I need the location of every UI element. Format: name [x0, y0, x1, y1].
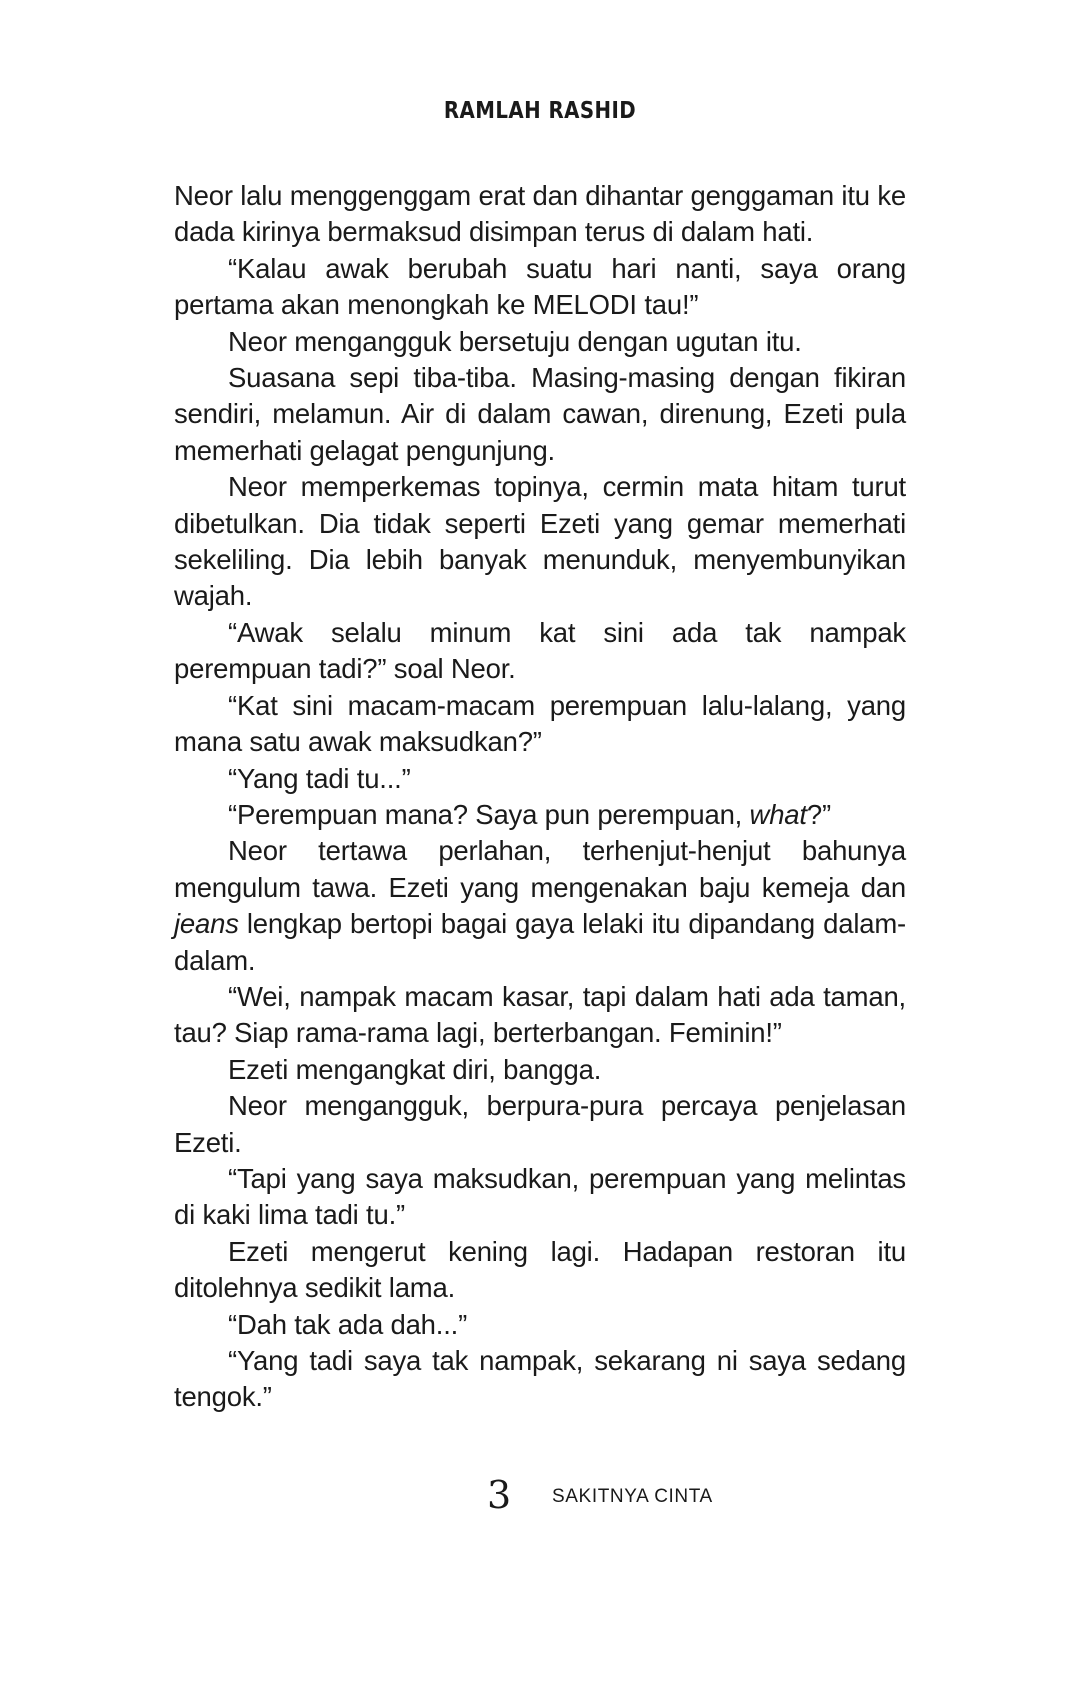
paragraph: “Dah tak ada dah...” — [228, 1308, 468, 1340]
page-footer — [0, 1470, 1080, 1520]
running-head-author: RAMLAH RASHID — [443, 98, 637, 124]
paragraph: Neor memperkemas topinya, cermin mata hitam turut dibetulkan. Dia tidak seperti Ezeti yang gemar memerhati sekeliling. Dia lebih banyak menunduk, menyembunyikan wajah. — [174, 471, 906, 612]
paragraph: Neor lalu menggenggam erat dan dihantar genggaman itu ke dada kirinya bermaksud disimpan terus di dalam hati. — [174, 180, 906, 248]
paragraph — [174, 797, 906, 833]
paragraph-text: “Perempuan mana? Saya pun perempuan, — [228, 798, 750, 830]
paragraph-text: lengkap bertopi bagai gaya lelaki itu dipandang dalam-dalam. — [174, 908, 906, 976]
paragraph-text: ?” — [806, 798, 831, 830]
italic-word: jeans — [174, 908, 239, 940]
paragraph: “Yang tadi tu...” — [228, 762, 411, 794]
paragraph: “Wei, nampak macam kasar, tapi dalam hati ada taman, tau? Siap rama-rama lagi, berterbangan. Feminin!” — [174, 980, 906, 1049]
paragraph: Ezeti mengangkat diri, bangga. — [228, 1053, 602, 1085]
paragraph: “Kalau awak berubah suatu hari nanti, saya orang pertama akan menongkah ke MELODI tau!” — [174, 252, 906, 321]
paragraph: “Tapi yang saya maksudkan, perempuan yang melintas di kaki lima tadi tu.” — [174, 1162, 906, 1231]
italic-word: what — [749, 798, 807, 830]
paragraph — [174, 833, 906, 979]
paragraph: “Kat sini macam-macam perempuan lalu-lalang, yang mana satu awak maksudkan?” — [174, 689, 906, 758]
paragraph: “Awak selalu minum kat sini ada tak nampak perempuan tadi?” soal Neor. — [174, 616, 906, 685]
paragraph: “Yang tadi saya tak nampak, sekarang ni saya sedang tengok.” — [174, 1345, 906, 1413]
paragraph: Neor mengangguk bersetuju dengan ugutan itu. — [228, 325, 802, 357]
paragraph: Suasana sepi tiba-tiba. Masing-masing dengan fikiran sendiri, melamun. Air di dalam cawan, direnung, Ezeti pula memerhati gelagat pengunjung. — [174, 362, 906, 466]
paragraph: Neor mengangguk, berpura-pura percaya penjelasan Ezeti. — [174, 1090, 906, 1158]
body-text — [174, 178, 906, 1416]
page-number: 3 — [487, 1473, 512, 1517]
paragraph: Ezeti mengerut kening lagi. Hadapan restoran itu ditolehnya sedikit lama. — [174, 1235, 906, 1304]
paragraph-text: Neor tertawa perlahan, terhenjut-henjut bahunya mengulum tawa. Ezeti yang mengenakan baju kemeja dan — [174, 835, 906, 903]
book-title: SAKITNYA CINTA — [552, 1486, 713, 1507]
